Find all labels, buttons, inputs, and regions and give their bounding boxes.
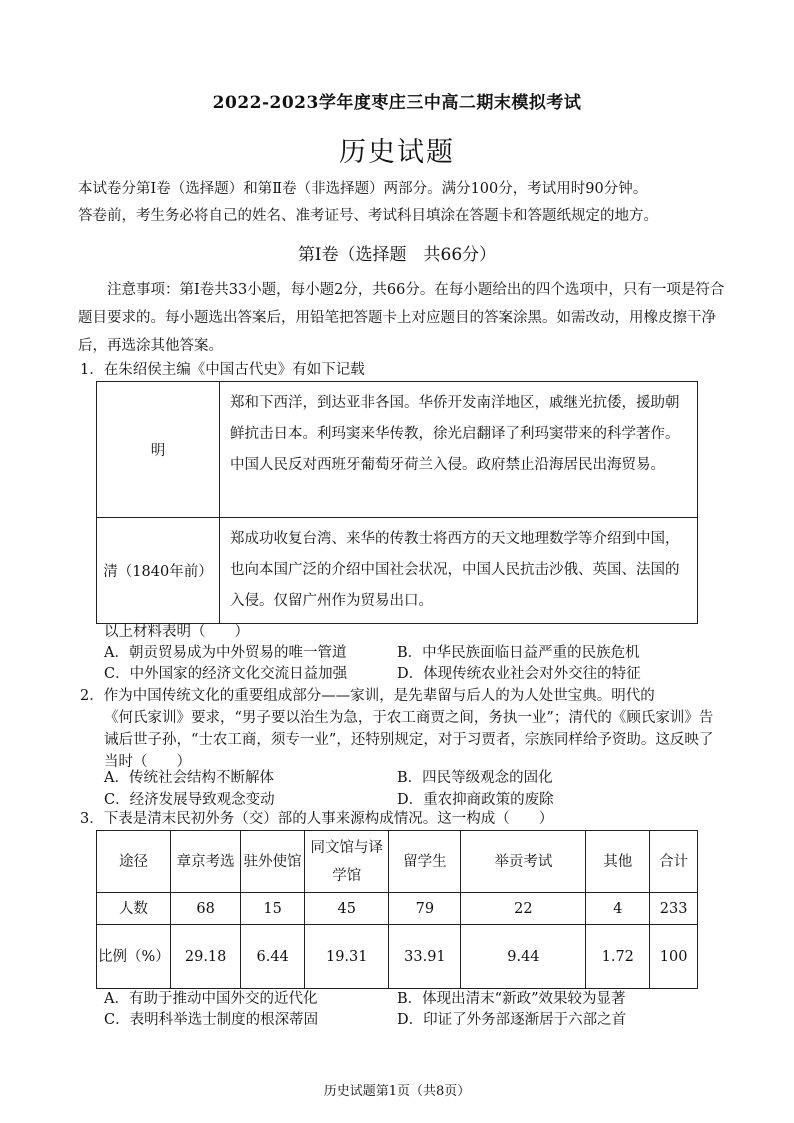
column-header: 合计 [650, 831, 698, 893]
table-cell: 45 [305, 893, 389, 925]
dynasty-ming-cell: 明 [97, 382, 220, 518]
column-header: 留学生 [389, 831, 461, 893]
question-1-stem: 1．在朱绍侯主编《中国古代史》有如下记载 [80, 362, 365, 378]
q3-option-a: A．有助于推动中国外交的近代化 [104, 991, 318, 1007]
table-cell: 79 [389, 893, 461, 925]
table-cell: 33.91 [389, 925, 461, 989]
q3-option-b: B．体现出清末“新政”效果较为显著 [397, 991, 626, 1007]
q2-option-d: D．重农抑商政策的废除 [397, 792, 554, 808]
column-header: 其他 [586, 831, 650, 893]
table-row [97, 518, 698, 624]
q2-option-a: A．传统社会结构不断解体 [104, 770, 274, 786]
column-header: 途径 [97, 831, 171, 893]
q3-option-c: C．表明科举选士制度的根深蒂固 [104, 1012, 319, 1028]
table-cell: 22 [461, 893, 586, 925]
table-cell: 233 [650, 893, 698, 925]
table-row [97, 893, 698, 925]
question-1-prompt: 以上材料表明（ ） [104, 624, 249, 640]
table-cell: 9.44 [461, 925, 586, 989]
table-cell: 68 [171, 893, 241, 925]
row-label: 比例（%） [97, 925, 171, 989]
dynasty-qing-cell: 清（1840年前） [97, 518, 220, 624]
notice-paragraph: 注意事项：第Ⅰ卷共33小题，每小题2分，共66分。在每小题给出的四个选项中，只有一项是符合题目要求的。每小题选出答案后，用铅笔把答题卡上对应题目的答案涂黑。如需改动，用橡皮擦干净后，再选涂其他答案。 [78, 282, 725, 354]
question-3-table [96, 830, 698, 989]
instructions-line-1: 本试卷分第Ⅰ卷（选择题）和第Ⅱ卷（非选择题）两部分。满分100分，考试用时90分钟。 [78, 181, 648, 197]
table-row [97, 382, 698, 518]
table-cell: 29.18 [171, 925, 241, 989]
table-row [97, 925, 698, 989]
dynasty-ming-text: 郑和下西洋，到达亚非各国。华侨开发南洋地区，戚继光抗倭，援助朝鲜抗击日本。利玛窦来华传教，徐光启翻译了利玛窦带来的科学著作。中国人民反对西班牙葡萄牙荷兰入侵。政府禁止沿海居民出海贸易。 [220, 382, 698, 518]
question-3-stem: 3．下表是清末民初外务（交）部的人事来源构成情况。这一构成（ ） [80, 811, 554, 827]
exam-instructions [78, 176, 728, 230]
q1-option-b: B．中华民族面临日益严重的民族危机 [397, 645, 640, 661]
q1-option-d: D．体现传统农业社会对外交往的特征 [397, 666, 641, 682]
table-cell: 4 [586, 893, 650, 925]
instructions-line-2: 答卷前，考生务必将自己的姓名、准考证号、考试科目填涂在答题卡和答题纸规定的地方。 [78, 208, 658, 224]
column-header: 举贡考试 [461, 831, 586, 893]
exam-title: 2022-2023学年度枣庄三中高二期末模拟考试 [212, 93, 582, 113]
table-cell: 1.72 [586, 925, 650, 989]
column-header: 同文馆与译学馆 [305, 831, 389, 893]
dynasty-qing-text: 郑成功收复台湾、来华的传教士将西方的天文地理数学等介绍到中国，也向本国广泛的介绍中国社会状况，中国人民抗击沙俄、英国、法国的入侵。仅留广州作为贸易出口。 [220, 518, 698, 624]
column-header: 驻外使馆 [241, 831, 305, 893]
table-cell: 100 [650, 925, 698, 989]
section-title: 第Ⅰ卷（选择题 共66分） [297, 245, 497, 265]
question-2-stem: 《何氏家训》要求，“男子要以治生为急，于农工商贾之间，务执一业”；清代的《顾氏家训》告诫后世子孙，“士农工商，须专一业”，还特别规定，对于习贾者，宗族同样给予资助。这反映了当时（ ） [104, 710, 714, 770]
q3-option-d: D．印证了外务部逐渐居于六部之首 [397, 1012, 627, 1028]
question-1-table [96, 381, 698, 624]
question-2-stem-first-line: 2．作为中国传统文化的重要组成部分——家训，是先辈留与后人的为人处世宝典。明代的 [80, 688, 655, 704]
table-header-row [97, 831, 698, 893]
q2-option-b: B．四民等级观念的固化 [397, 770, 553, 786]
q1-option-a: A．朝贡贸易成为中外贸易的唯一管道 [104, 645, 347, 661]
table-cell: 6.44 [241, 925, 305, 989]
q1-option-c: C．中外国家的经济文化交流日益加强 [104, 666, 348, 682]
table-cell: 19.31 [305, 925, 389, 989]
page-footer: 历史试题第1页（共8页） [323, 1084, 471, 1099]
q2-option-c: C．经济发展导致观念变动 [104, 792, 275, 808]
column-header: 章京考选 [171, 831, 241, 893]
table-cell: 15 [241, 893, 305, 925]
subject-title: 历史试题 [339, 137, 455, 168]
row-label: 人数 [97, 893, 171, 925]
